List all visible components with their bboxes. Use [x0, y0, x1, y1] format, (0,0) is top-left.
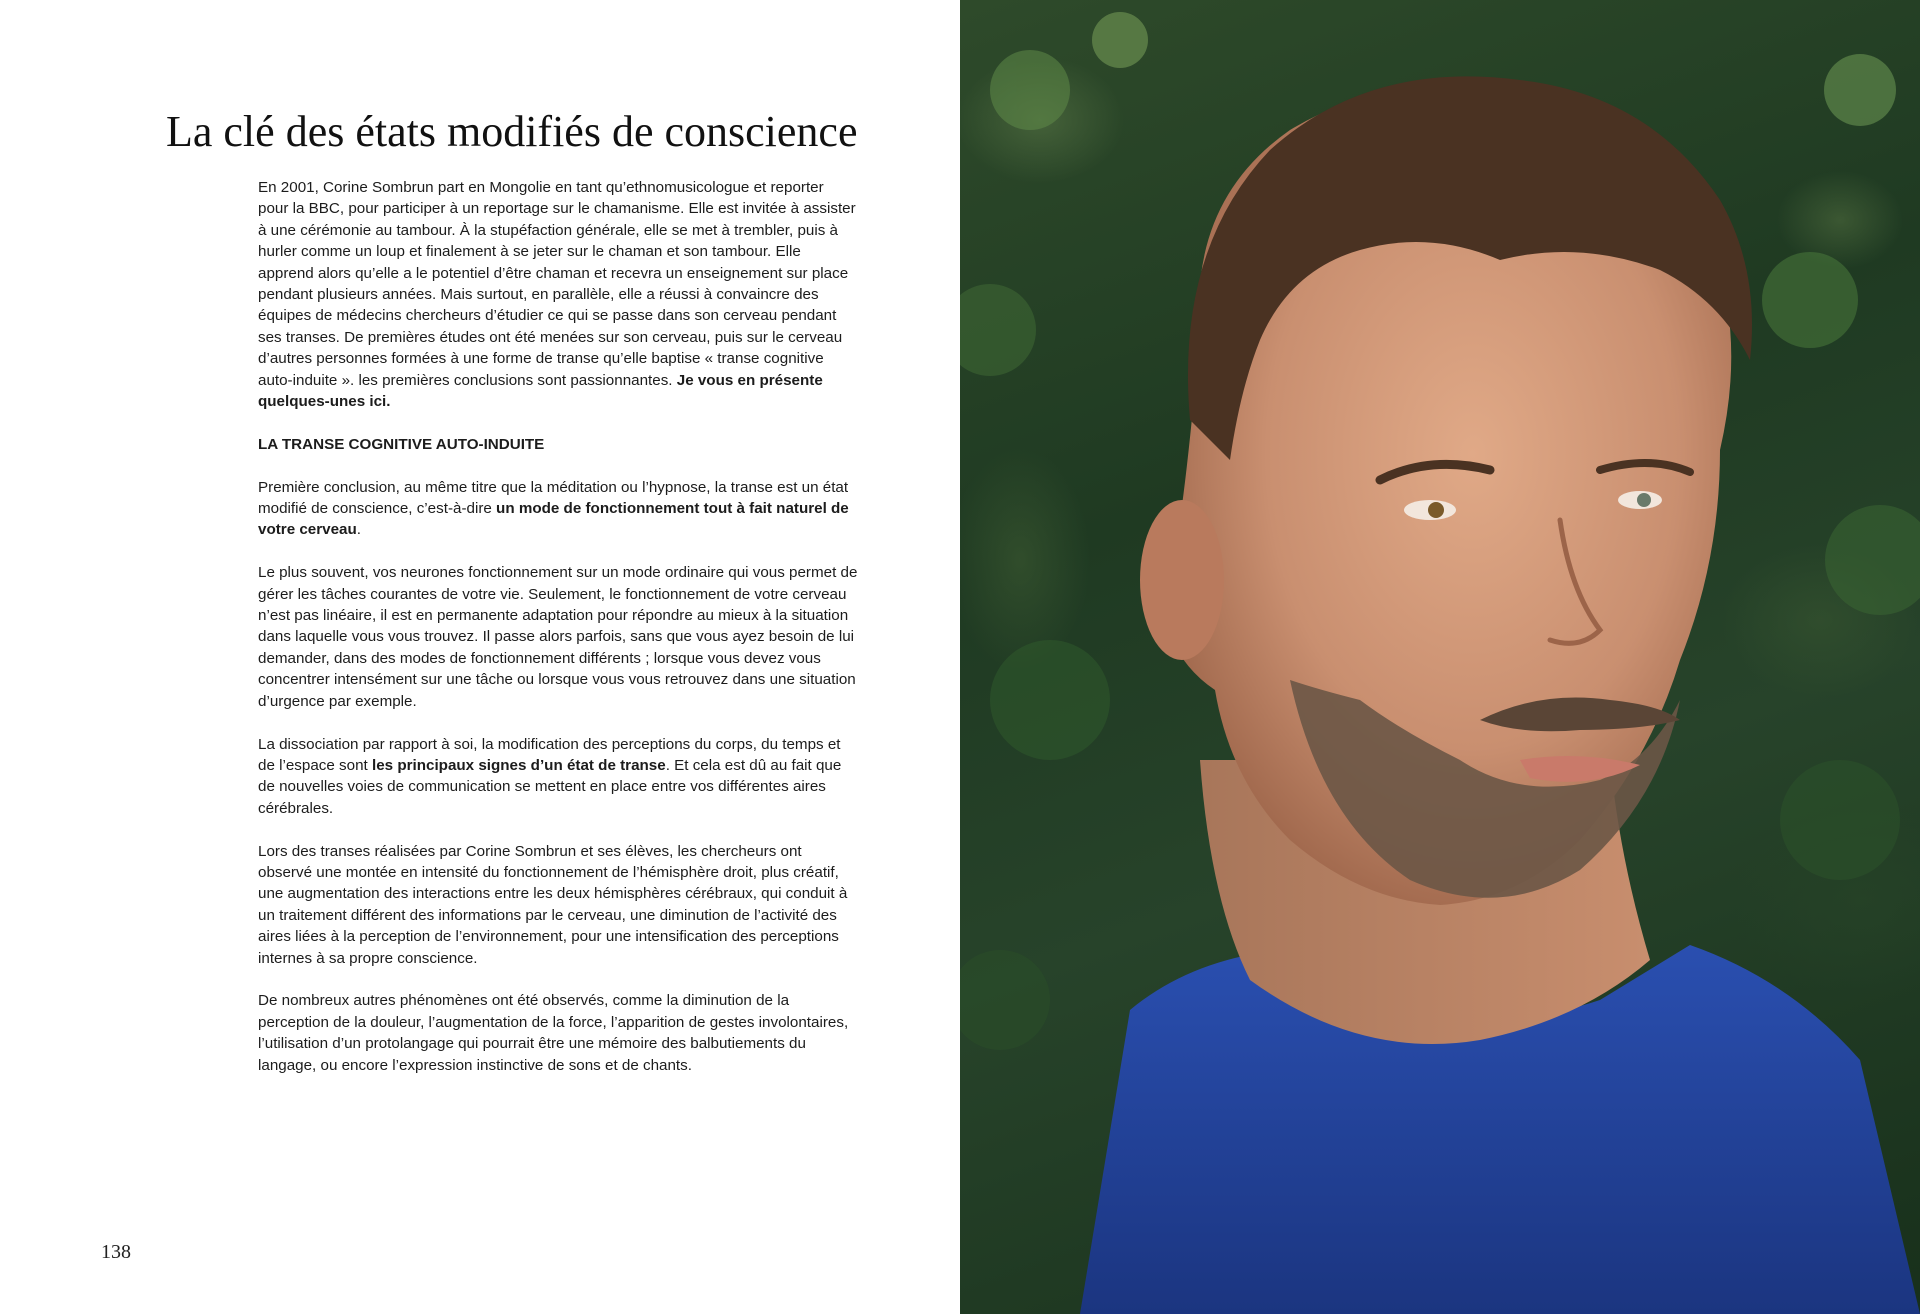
intro-bold-text: Je vous en présente quelques-unes ici. — [258, 371, 823, 411]
conclusion-text-bold: un mode de fonctionnement tout à fait naturel de votre cerveau — [258, 500, 849, 539]
section-heading-text: LA TRANSE COGNITIVE AUTO-INDUITE — [258, 435, 545, 453]
paragraph-research — [258, 841, 858, 969]
portrait-photo — [960, 0, 1920, 1314]
portrait-illustration — [960, 0, 1920, 1314]
article-body — [258, 177, 858, 1097]
dissociation-text-start: La dissociation par rapport à soi, la modification des perceptions du corps, du temps et de l’espace sont — [258, 735, 841, 774]
neurons-text: Le plus souvent, vos neurones fonctionnement sur un mode ordinaire qui vous permet de gérer les tâches courantes de votre vie. Seulement, le fonctionnement de votre cerveau n’est pas linéaire, il est en permanente adaptation pour répondre au mieux à la situation dans laquelle vous vous trouvez. Il passe alors parfois, sans que vous ayez besoin de lui demander, dans des modes de fonctionnement différents ; lorsque vous devez vous concentrer intensément sur une tâche ou lorsque vous vous retrouvez dans une situation d’urgence par exemple. — [258, 564, 858, 710]
conclusion-text-end: . — [356, 521, 362, 539]
dissociation-text-end: . Et cela est dû au fait que de nouvelles voies de communication se mettent en place entre vos différentes aires cérébrales. — [258, 756, 842, 817]
paragraph-neurons — [258, 562, 858, 712]
conclusion-text-start: Première conclusion, au même titre que la méditation ou l’hypnose, la transe est un état modifié de conscience, c’est-à-dire — [258, 478, 849, 518]
research-text: Lors des transes réalisées par Corine Sombrun et ses élèves, les chercheurs ont observé une montée en intensité du fonctionnement de l’hémisphère droit, plus créatif, une augmentation des interactions entre les deux hémisphères cérébraux, qui conduit à un traitement différent des informations par le cerveau, une diminution de l’activité des aires liées à la perception de l’environnement, pour une intensification des perceptions internes à sa propre conscience. — [258, 842, 848, 967]
dissociation-text-bold: les principaux signes d’un état de transe — [371, 756, 666, 774]
paragraph-conclusion-one — [258, 477, 858, 541]
phenomena-text: De nombreux autres phénomènes ont été observés, comme la diminution de la perception de la douleur, l’augmentation de la force, l’apparition de gestes involontaires, l’utilisation d’un protolangage qui pourrait être une mémoire des balbutiements du langage, ou encore l’expression instinctive de sons et de chants. — [258, 992, 849, 1074]
page-number: 138 — [101, 1241, 131, 1263]
paragraph-intro — [258, 177, 858, 412]
right-iris — [1637, 493, 1651, 507]
paragraph-dissociation — [258, 734, 858, 820]
section-heading — [258, 434, 858, 455]
paragraph-phenomena — [258, 990, 858, 1076]
intro-text: En 2001, Corine Sombrun part en Mongolie en tant qu’ethnomusicologue et reporter pour la BBC, pour participer à un reportage sur le chamanisme. Elle est invitée à assister à une cérémonie au tambour. À la stupéfaction générale, elle se met à trembler, puis à hurler comme un loup et finalement à se jeter sur le chaman et son tambour. Elle apprend alors qu’elle a le potentiel d’être chaman et recevra un enseignement sur place pendant plusieurs années. Mais surtout, en parallèle, elle a réussi à convaincre des équipes de médecins chercheurs d’étudier ce qui se passe dans son cerveau pendant ses transes. De premières études ont été menées sur son cerveau, puis sur le cerveau d’autres personnes formées à une forme de transe qu’elle baptise « transe cognitive auto-induite ». les premières conclusions sont passionnantes. — [258, 179, 856, 389]
left-iris — [1428, 502, 1444, 518]
page-title: La clé des états modifiés de conscience — [166, 107, 858, 156]
ear — [1140, 500, 1224, 660]
